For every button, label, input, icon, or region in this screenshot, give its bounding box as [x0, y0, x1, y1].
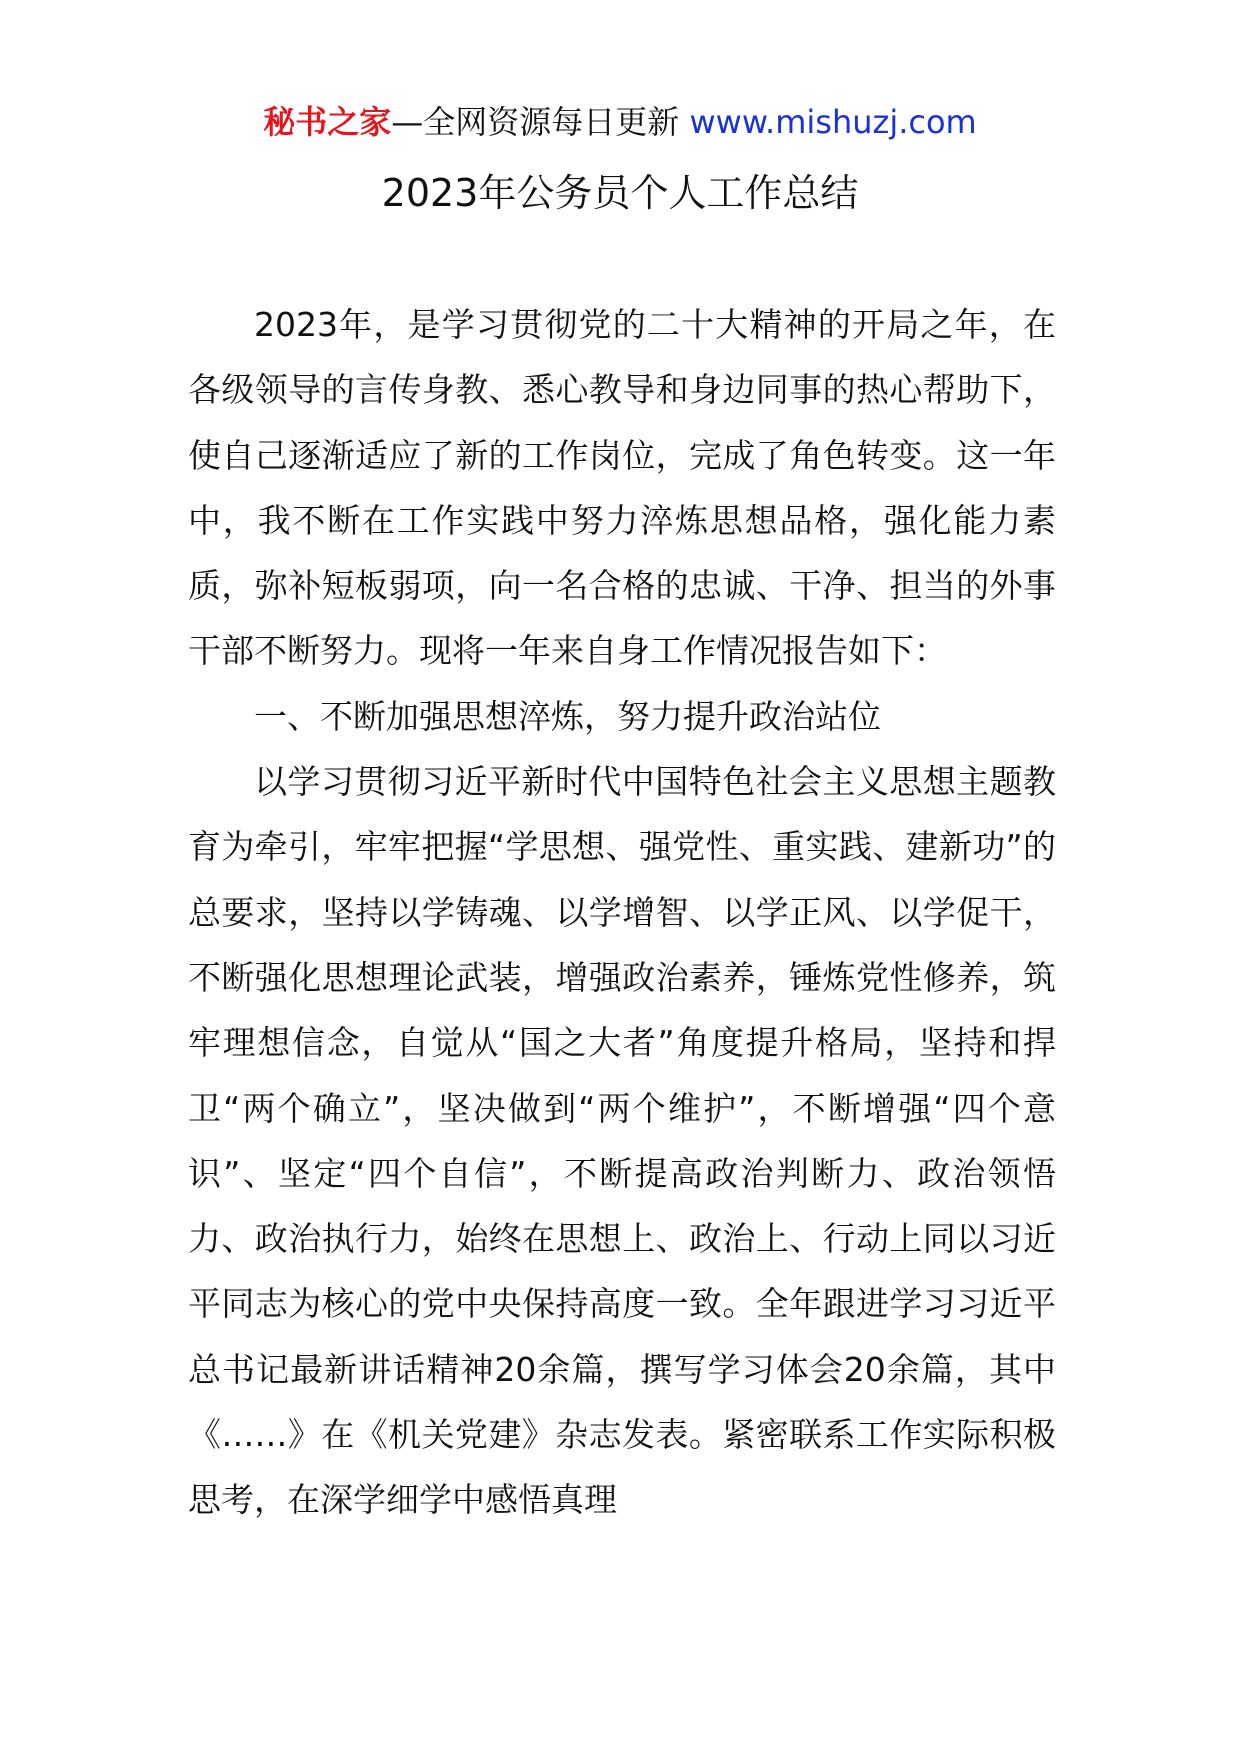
banner-slogan: —全网资源每日更新: [391, 103, 680, 141]
brand-name: 秘书之家: [263, 103, 392, 141]
document-body: [188, 292, 1056, 1533]
watermark-banner: [0, 100, 1240, 144]
paragraph-intro: 2023年，是学习贯彻党的二十大精神的开局之年，在各级领导的言传身教、悉心教导和身边同事的热心帮助下，使自己逐渐适应了新的工作岗位，完成了角色转变。这一年中，我不断在工作实践中努力淬炼思想品格，强化能力素质，弥补短板弱项，向一名合格的忠诚、干净、担当的外事干部不断努力。现将一年来自身工作情况报告如下：: [188, 305, 1056, 671]
paragraph-section-1: 以学习贯彻习近平新时代中国特色社会主义思想主题教育为牵引，牢牢把握“学思想、强党性、重实践、建新功”的总要求，坚持以学铸魂、以学增智、以学正风、以学促干，不断强化思想理论武装，增强政治素养，锤炼党性修养，筑牢理想信念，自觉从“国之大者”角度提升格局，坚持和捍卫“两个确立”，坚决做到“两个维护”，不断增强“四个意识”、坚定“四个自信”，不断提高政治判断力、政治领悟力、政治执行力，始终在思想上、政治上、行动上同以习近平同志为核心的党中央保持高度一致。全年跟进学习习近平总书记最新讲话精神20余篇，撰写学习体会20余篇，其中《……》在《机关党建》杂志发表。紧密联系工作实际积极思考，在深学细学中感悟真理: [188, 762, 1056, 1520]
section-heading-1: 一、不断加强思想淬炼，努力提升政治站位: [254, 696, 881, 736]
site-url[interactable]: www.mishuzj.com: [689, 103, 977, 141]
document-title: 2023年公务员个人工作总结: [381, 171, 859, 215]
